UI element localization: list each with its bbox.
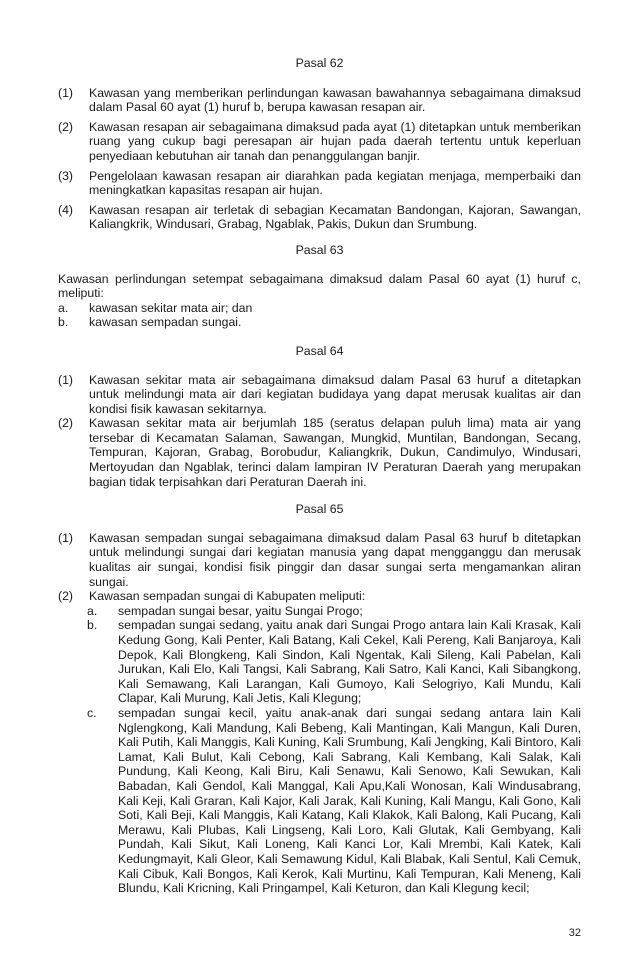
pasal-64-item-2 (58, 416, 581, 489)
pasal-62-list (58, 86, 581, 232)
item-letter: a. (87, 603, 98, 618)
page-number: 32 (568, 927, 581, 939)
item-number: (2) (58, 589, 74, 604)
pasal-65-item-2 (58, 589, 581, 604)
item-number: (2) (58, 119, 74, 134)
pasal-62-item-3 (58, 169, 581, 198)
pasal-65-item-1 (58, 531, 581, 589)
item-letter: c. (87, 705, 97, 720)
item-number: (1) (58, 372, 74, 387)
item-text: Kawasan sempadan sungai di Kabupaten meliputi: (89, 589, 366, 604)
item-number: (1) (58, 530, 74, 545)
item-letter: b. (87, 618, 98, 633)
item-text: Kawasan sekitar mata air berjumlah 185 (seratus delapan puluh lima) mata air yang tersebar di Kecamatan Salaman, Sawangan, Mungkid, Muntilan, Bandongan, Secang, Tempuran, Kajoran, Grabag, Borobudur, Kaliangkrik, Dukun, Candimulyo, Windusari, Mertoyudan dan Ngablak, terinci dalam lampiran IV Peraturan Daerah yang merupakan bagian tidak terpisahkan dari Peraturan Daerah ini. (89, 416, 581, 489)
pasal-64-item-1 (58, 373, 581, 417)
item-number: (1) (58, 85, 74, 100)
pasal-65-list (58, 531, 581, 896)
pasal-64-list (58, 373, 581, 490)
item-text: kawasan sempadan sungai. (89, 315, 242, 330)
document-page (58, 56, 581, 896)
pasal-62-item-4 (58, 203, 581, 232)
pasal-62-item-2 (58, 120, 581, 164)
item-number: (3) (58, 168, 74, 183)
item-text: kawasan sekitar mata air; dan (89, 300, 253, 315)
item-text: Pengelolaan kawasan resapan air diarahkan pada kegiatan menjaga, memperbaiki dan meningkatkan kapasitas resapan air hujan. (89, 168, 581, 198)
item-letter: b. (58, 315, 69, 330)
pasal-65-subitem-b (87, 618, 581, 706)
pasal-62-item-1 (58, 86, 581, 115)
item-text: Kawasan sekitar mata air sebagaimana dimaksud dalam Pasal 63 huruf a ditetapkan untuk melindungi mata air dari kegiatan budidaya yang dapat merusak kualitas air dan kondisi fisik kawasan sekitarnya. (89, 372, 581, 416)
pasal-65-heading: Pasal 65 (295, 502, 344, 517)
item-number: (4) (58, 202, 74, 217)
pasal-63-heading: Pasal 63 (295, 242, 344, 257)
pasal-63-intro: Kawasan perlindungan setempat sebagaimana dimaksud dalam Pasal 60 ayat (1) huruf c, meliputi: (58, 271, 581, 301)
item-text: Kawasan yang memberikan perlindungan kawasan bawahannya sebagaimana dimaksud dalam Pasal 60 ayat (1) huruf b, berupa kawasan resapan air. (89, 85, 581, 115)
item-text: sempadan sungai kecil, yaitu anak-anak dari sungai sedang antara lain Kali Nglengkong, Kali Mandung, Kali Bebeng, Kali Mantingan, Kali Mangun, Kali Duren, Kali Putih, Kali Manggis, Kali Kuning, Kali Srumbung, Kali Jengking, Kali Bintoro, Kali Lamat, Kali Bulut, Kali Cebong, Kali Sabrang, Kali Kembang, Kali Salak, Kali Pundung, Kali Keong, Kali Biru, Kali Senawu, Kali Senowo, Kali Sewukan, Kali Babadan, Kali Gendol, Kali Manggal, Kali Apu,Kali Wonosan, Kali Windusabrang, Kali Keji, Kali Graran, Kali Kajor, Kali Jarak, Kali Kuning, Kali Mangu, Kali Gono, Kali Soti, Kali Beji, Kali Manggis, Kali Katang, Kali Klakok, Kali Balong, Kali Pucang, Kali Merawu, Kali Plubas, Kali Lingseng, Kali Loro, Kali Glutak, Kali Gembyang, Kali Pundah, Kali Sikut, Kali Loneng, Kali Kanci Lor, Kali Mrembi, Kali Katek, Kali Kedungmayit, Kali Gleor, Kali Semawung Kidul, Kali Blabak, Kali Sentul, Kali Cemuk, Kali Cibuk, Kali Bongos, Kali Kerok, Kali Murtinu, Kali Tempuran, Kali Meneng, Kali Blundu, Kali Kricning, Kali Pringampel, Kali Keturon, dan Kali Klegung kecil; (118, 705, 581, 896)
pasal-65-sublist (87, 604, 581, 896)
pasal-62-heading: Pasal 62 (295, 56, 344, 70)
pasal-65-subitem-a (87, 604, 581, 619)
item-text: Kawasan resapan air sebagaimana dimaksud pada ayat (1) ditetapkan untuk memberikan ruang yang cukup bagi peresapan air hujan pada daerah tertentu untuk keperluan penyediaan kebutuhan air tanah dan penanggulangan banjir. (89, 119, 581, 163)
pasal-63-item-b (58, 315, 581, 330)
pasal-63-item-a (58, 301, 581, 316)
pasal-63-list (58, 301, 581, 330)
item-text: Kawasan resapan air terletak di sebagian Kecamatan Bandongan, Kajoran, Sawangan, Kaliangkrik, Windusari, Grabag, Ngablak, Pakis, Dukun dan Srumbung. (89, 202, 581, 232)
item-text: sempadan sungai besar, yaitu Sungai Progo; (118, 603, 363, 618)
item-number: (2) (58, 416, 74, 431)
pasal-64-heading: Pasal 64 (295, 343, 344, 358)
item-text: Kawasan sempadan sungai sebagaimana dimaksud dalam Pasal 63 huruf b ditetapkan untuk melindungi sungai dari kegiatan manusia yang dapat mengganggu dan merusak kualitas air sungai, kondisi fisik pinggir dan dasar sungai serta mengamankan aliran sungai. (89, 530, 581, 589)
item-letter: a. (58, 300, 69, 315)
item-text: sempadan sungai sedang, yaitu anak dari Sungai Progo antara lain Kali Krasak, Kali Kedung Gong, Kali Penter, Kali Batang, Kali Cekel, Kali Pereng, Kali Banjaroya, Kali Depok, Kali Blongkeng, Kali Sindon, Kali Ngentak, Kali Sileng, Kali Pabelan, Kali Jurukan, Kali Elo, Kali Tangsi, Kali Sabrang, Kali Satro, Kali Kanci, Kali Sibangkong, Kali Semawang, Kali Larangan, Kali Gumoyo, Kali Selogriyo, Kali Mundu, Kali Clapar, Kali Murung, Kali Jetis, Kali Klegung; (118, 618, 581, 706)
pasal-65-subitem-c (87, 706, 581, 896)
